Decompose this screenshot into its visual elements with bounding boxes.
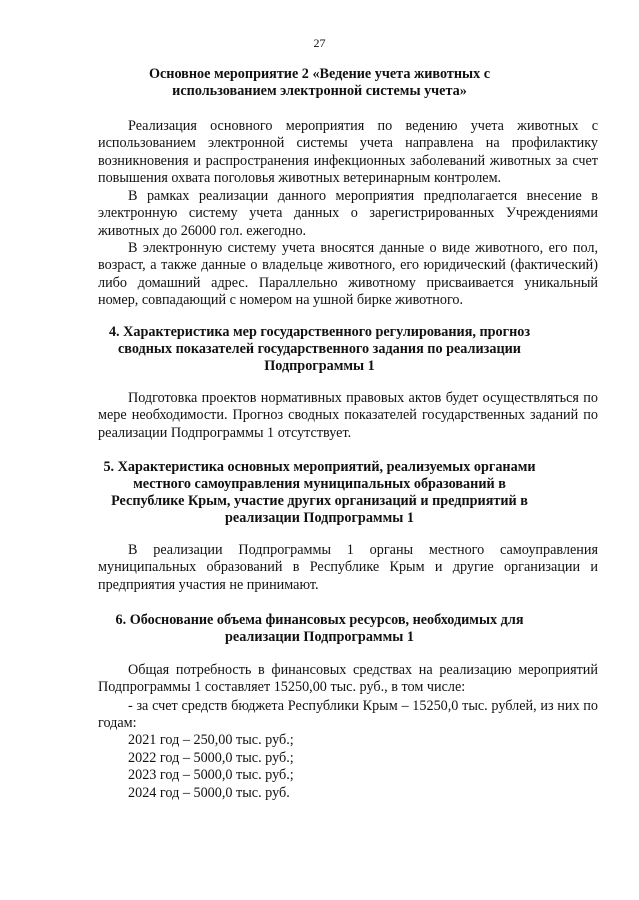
paragraph-registration: В рамках реализации данного мероприятия предполагается внесение в электронную систему учета данных о зарегистрированных Учреждениями животных до 26000 гол. ежегодно. xyxy=(98,188,598,239)
heading-line: 5. Характеристика основных мероприятий, реализуемых органами xyxy=(103,459,536,475)
paragraph-budget-source: - за счет средств бюджета Республики Крым – 15250,0 тыс. рублей, из них по годам: xyxy=(98,698,598,732)
funding-year-line: 2024 год – 5000,0 тыс. руб. xyxy=(128,785,290,801)
section-4-heading xyxy=(0,324,639,375)
heading-line: реализации Подпрограммы 1 xyxy=(225,510,414,526)
section-6-heading xyxy=(0,612,639,646)
heading-line: реализации Подпрограммы 1 xyxy=(225,629,414,645)
heading-line: сводных показателей государственного задания по реализации xyxy=(118,341,521,357)
paragraph-municipal: В реализации Подпрограммы 1 органы местного самоуправления муниципальных образований в Республике Крым и другие организации и предприятия участия не принимают. xyxy=(98,542,598,593)
main-event-heading xyxy=(0,66,639,100)
heading-line: 4. Характеристика мер государственного регулирования, прогноз xyxy=(108,324,531,340)
section-5-heading xyxy=(0,459,639,527)
heading-line: Основное мероприятие 2 «Ведение учета животных с xyxy=(148,66,491,82)
heading-line: 6. Обоснование объема финансовых ресурсов, необходимых для xyxy=(115,612,524,628)
heading-line: использованием электронной системы учета» xyxy=(172,83,467,99)
funding-year-line: 2021 год – 250,00 тыс. руб.; xyxy=(128,732,294,748)
paragraph-data-entry: В электронную систему учета вносятся данные о виде животного, его пол, возраст, а также данные о владельце животного, его юридический (фактический) либо домашний адрес. Параллельно животному присваивается уникальный номер, совпадающий с номером на ушной бирке животного. xyxy=(98,240,598,309)
page-number: 27 xyxy=(313,36,326,50)
paragraph-regulation: Подготовка проектов нормативных правовых актов будет осуществляться по мере необходимости. Прогноз сводных показателей государственных заданий по реализации Подпрограммы 1 отсутствует. xyxy=(98,390,598,441)
heading-line: Подпрограммы 1 xyxy=(264,358,375,374)
heading-line: местного самоуправления муниципальных образований в xyxy=(133,476,506,492)
paragraph-total-funding: Общая потребность в финансовых средствах на реализацию мероприятий Подпрограммы 1 составляет 15250,00 тыс. руб., в том числе: xyxy=(98,662,598,696)
funding-year-line: 2023 год – 5000,0 тыс. руб.; xyxy=(128,767,294,783)
funding-year-line: 2022 год – 5000,0 тыс. руб.; xyxy=(128,750,294,766)
paragraph-goal: Реализация основного мероприятия по ведению учета животных с использованием электронной системы учета направлена на профилактику возникновения и распространения инфекционных заболеваний животных за счет повышения охвата поголовья животных ветеринарным контролем. xyxy=(98,118,598,187)
heading-line: Республике Крым, участие других организаций и предприятий в xyxy=(111,493,528,509)
